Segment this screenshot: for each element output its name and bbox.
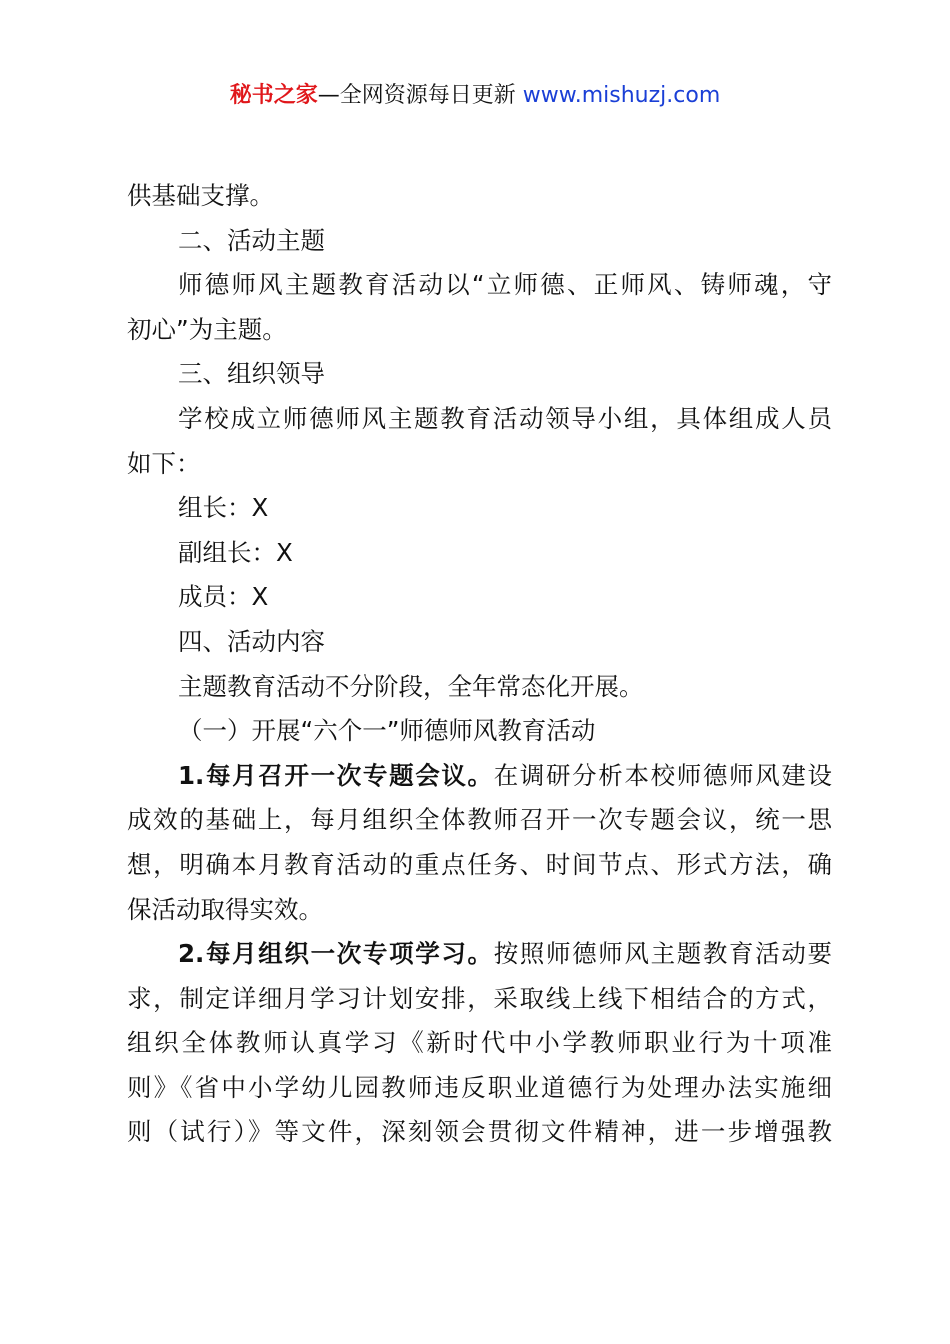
paragraph-line: 学校成立师德师风主题教育活动领导小组，具体组成人员 <box>178 403 832 433</box>
paragraph-line: 主题教育活动不分阶段，全年常态化开展。 <box>178 671 644 701</box>
member-leader: 组长：X <box>178 493 269 523</box>
paragraph-line <box>127 932 832 977</box>
section-heading-content: 四、活动内容 <box>178 626 325 656</box>
site-header <box>0 80 950 112</box>
paragraph-line: 想，明确本月教育活动的重点任务、时间节点、形式方法，确 <box>127 849 832 879</box>
paragraph-line: 组织全体教师认真学习《新时代中小学教师职业行为十项准 <box>127 1028 832 1058</box>
document-body <box>127 174 837 1155</box>
site-url-link[interactable]: www.mishuzj.com <box>522 83 721 108</box>
paragraph-line: 如下： <box>127 448 201 478</box>
paragraph-line: 保活动取得实效。 <box>127 894 323 924</box>
item-text-1: 在调研分析本校师德师风建设 <box>493 760 832 790</box>
paragraph-line: 求，制定详细月学习计划安排，采取线上线下相结合的方式， <box>127 983 832 1013</box>
section-heading-leadership: 三、组织领导 <box>178 359 325 389</box>
paragraph-line: 供基础支撑。 <box>127 181 274 210</box>
section-heading-theme: 二、活动主题 <box>178 225 325 255</box>
paragraph-line: 成效的基础上，每月组织全体教师召开一次专题会议，统一思 <box>127 805 832 835</box>
member-members: 成员：X <box>178 582 269 612</box>
site-tagline: —全网资源每日更新 <box>317 83 516 108</box>
paragraph-line: 则》《省中小学幼儿园教师违反职业道德行为处理办法实施细 <box>127 1072 832 1102</box>
paragraph-line: 初心”为主题。 <box>127 314 287 344</box>
paragraph-line: 师德师风主题教育活动以“立师德、正师风、铸师魂，守 <box>178 270 832 300</box>
item-title-1: 1.每月召开一次专题会议。 <box>178 760 494 790</box>
site-brand: 秘书之家 <box>229 83 318 108</box>
member-deputy-leader: 副组长：X <box>178 537 293 567</box>
subsection-heading: （一）开展“六个一”师德师风教育活动 <box>178 716 596 746</box>
item-title-2: 2.每月组织一次专项学习。 <box>178 939 494 969</box>
item-text-2: 按照师德师风主题教育活动要 <box>493 939 832 969</box>
paragraph-line: 则（试行）》等文件，深刻领会贯彻文件精神，进一步增强教 <box>127 1117 832 1147</box>
paragraph-line <box>127 754 832 799</box>
